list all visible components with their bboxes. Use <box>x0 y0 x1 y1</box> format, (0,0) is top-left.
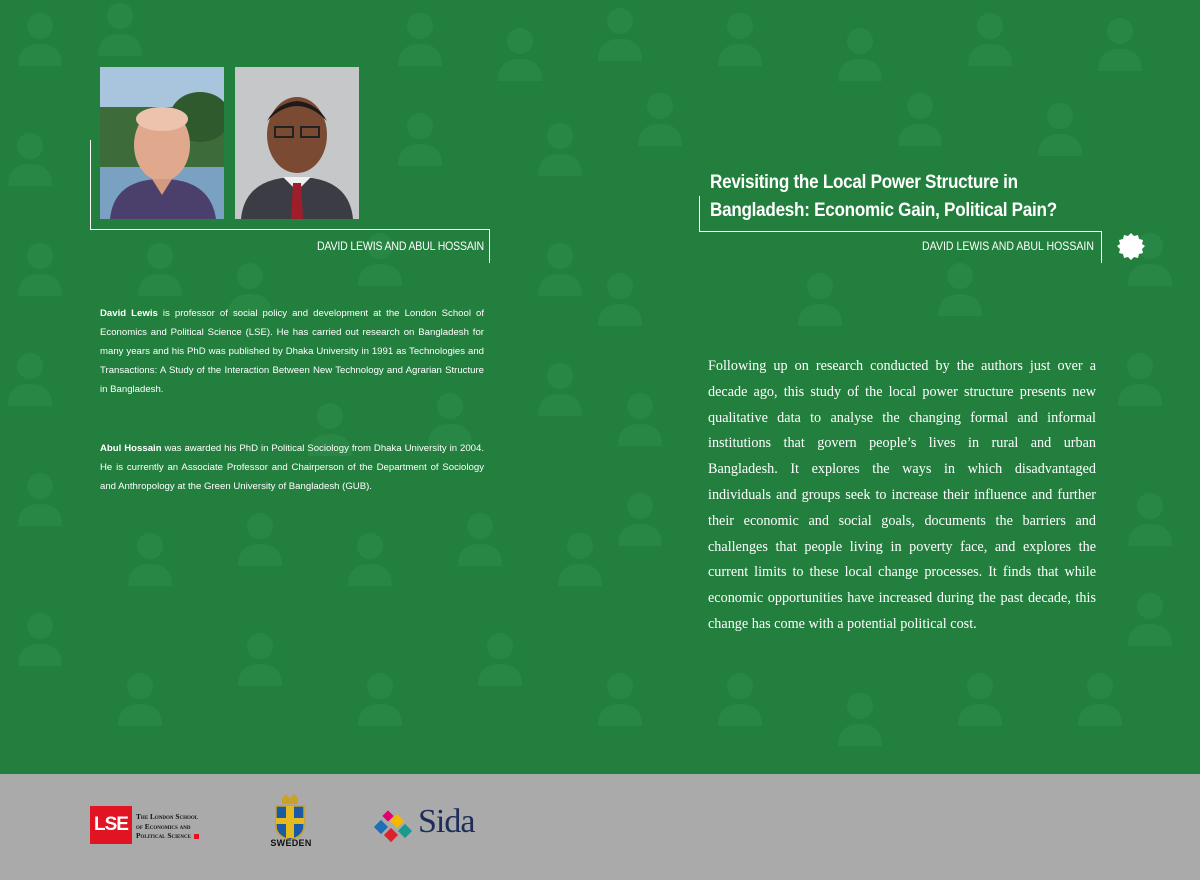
sweden-label: SWEDEN <box>270 838 312 848</box>
back-author-rule-left <box>90 140 91 230</box>
book-title-line-2: Bangladesh: Economic Gain, Political Pain? <box>710 200 1057 221</box>
lse-name-line-1: The London School <box>136 812 199 821</box>
sida-logo-icon <box>372 808 418 848</box>
sida-wordmark: Sida <box>418 803 475 840</box>
book-title <box>710 169 1088 225</box>
bio-david-lewis <box>100 304 484 399</box>
lse-name <box>136 812 199 841</box>
bio-hossain-name: Abul Hossain <box>100 443 162 454</box>
photo-abul-hossain <box>235 67 359 219</box>
back-author-rule-right <box>489 229 490 263</box>
bio-hossain-text: was awarded his PhD in Political Sociology from Dhaka University in 2004. He is currently an Associate Professor and Chairperson of the Department of Sociology and Anthropology at the Green University of Bangladesh (GUB). <box>100 443 484 492</box>
back-author-rule-top <box>90 229 490 230</box>
photo-david-lewis <box>100 67 224 219</box>
lse-logo: LSE <box>90 806 132 844</box>
lse-name-line-2: of Economics and <box>136 821 191 831</box>
bio-abul-hossain <box>100 439 484 496</box>
front-title-rule-right <box>1101 231 1102 263</box>
bio-lewis-name: David Lewis <box>100 308 158 319</box>
front-title-rule-left <box>699 196 700 232</box>
scalloped-badge-icon <box>1116 232 1146 260</box>
front-cover-authors: DAVID LEWIS AND ABUL HOSSAIN <box>922 239 1094 253</box>
front-title-rule-top <box>699 231 1102 232</box>
lse-red-square-icon <box>194 834 199 839</box>
bio-lewis-text: is professor of social policy and development at the London School of Economics and Political Science (LSE). He has carried out research on Bangladesh for many years and his PhD was published by Dhaka University in 1991 as Technologies and Transactions: A Study of the Interaction Between New Technology and Agrarian Structure in Bangladesh. <box>100 308 485 395</box>
back-cover-authors: DAVID LEWIS AND ABUL HOSSAIN <box>316 239 484 253</box>
lse-name-line-3: Political Science <box>136 831 191 840</box>
lse-name-line-3-row <box>136 831 199 841</box>
book-blurb: Following up on research conducted by the authors just over a decade ago, this study of the local power structure presents new qualitative data to analyse the changing formal and informal institutions that govern people’s lives in rural and urban Bangladesh. It explores the ways in which disadvantaged individuals and groups seek to increase their influence and further their economic and social goals, documents the barriers and challenges that people living in poverty face, and explores the current limits to these local change processes. It finds that while economic opportunities have increased during the past decade, this change has come with a potential political cost. <box>708 358 1096 632</box>
book-title-line-1: Revisiting the Local Power Structure in <box>710 172 1018 193</box>
